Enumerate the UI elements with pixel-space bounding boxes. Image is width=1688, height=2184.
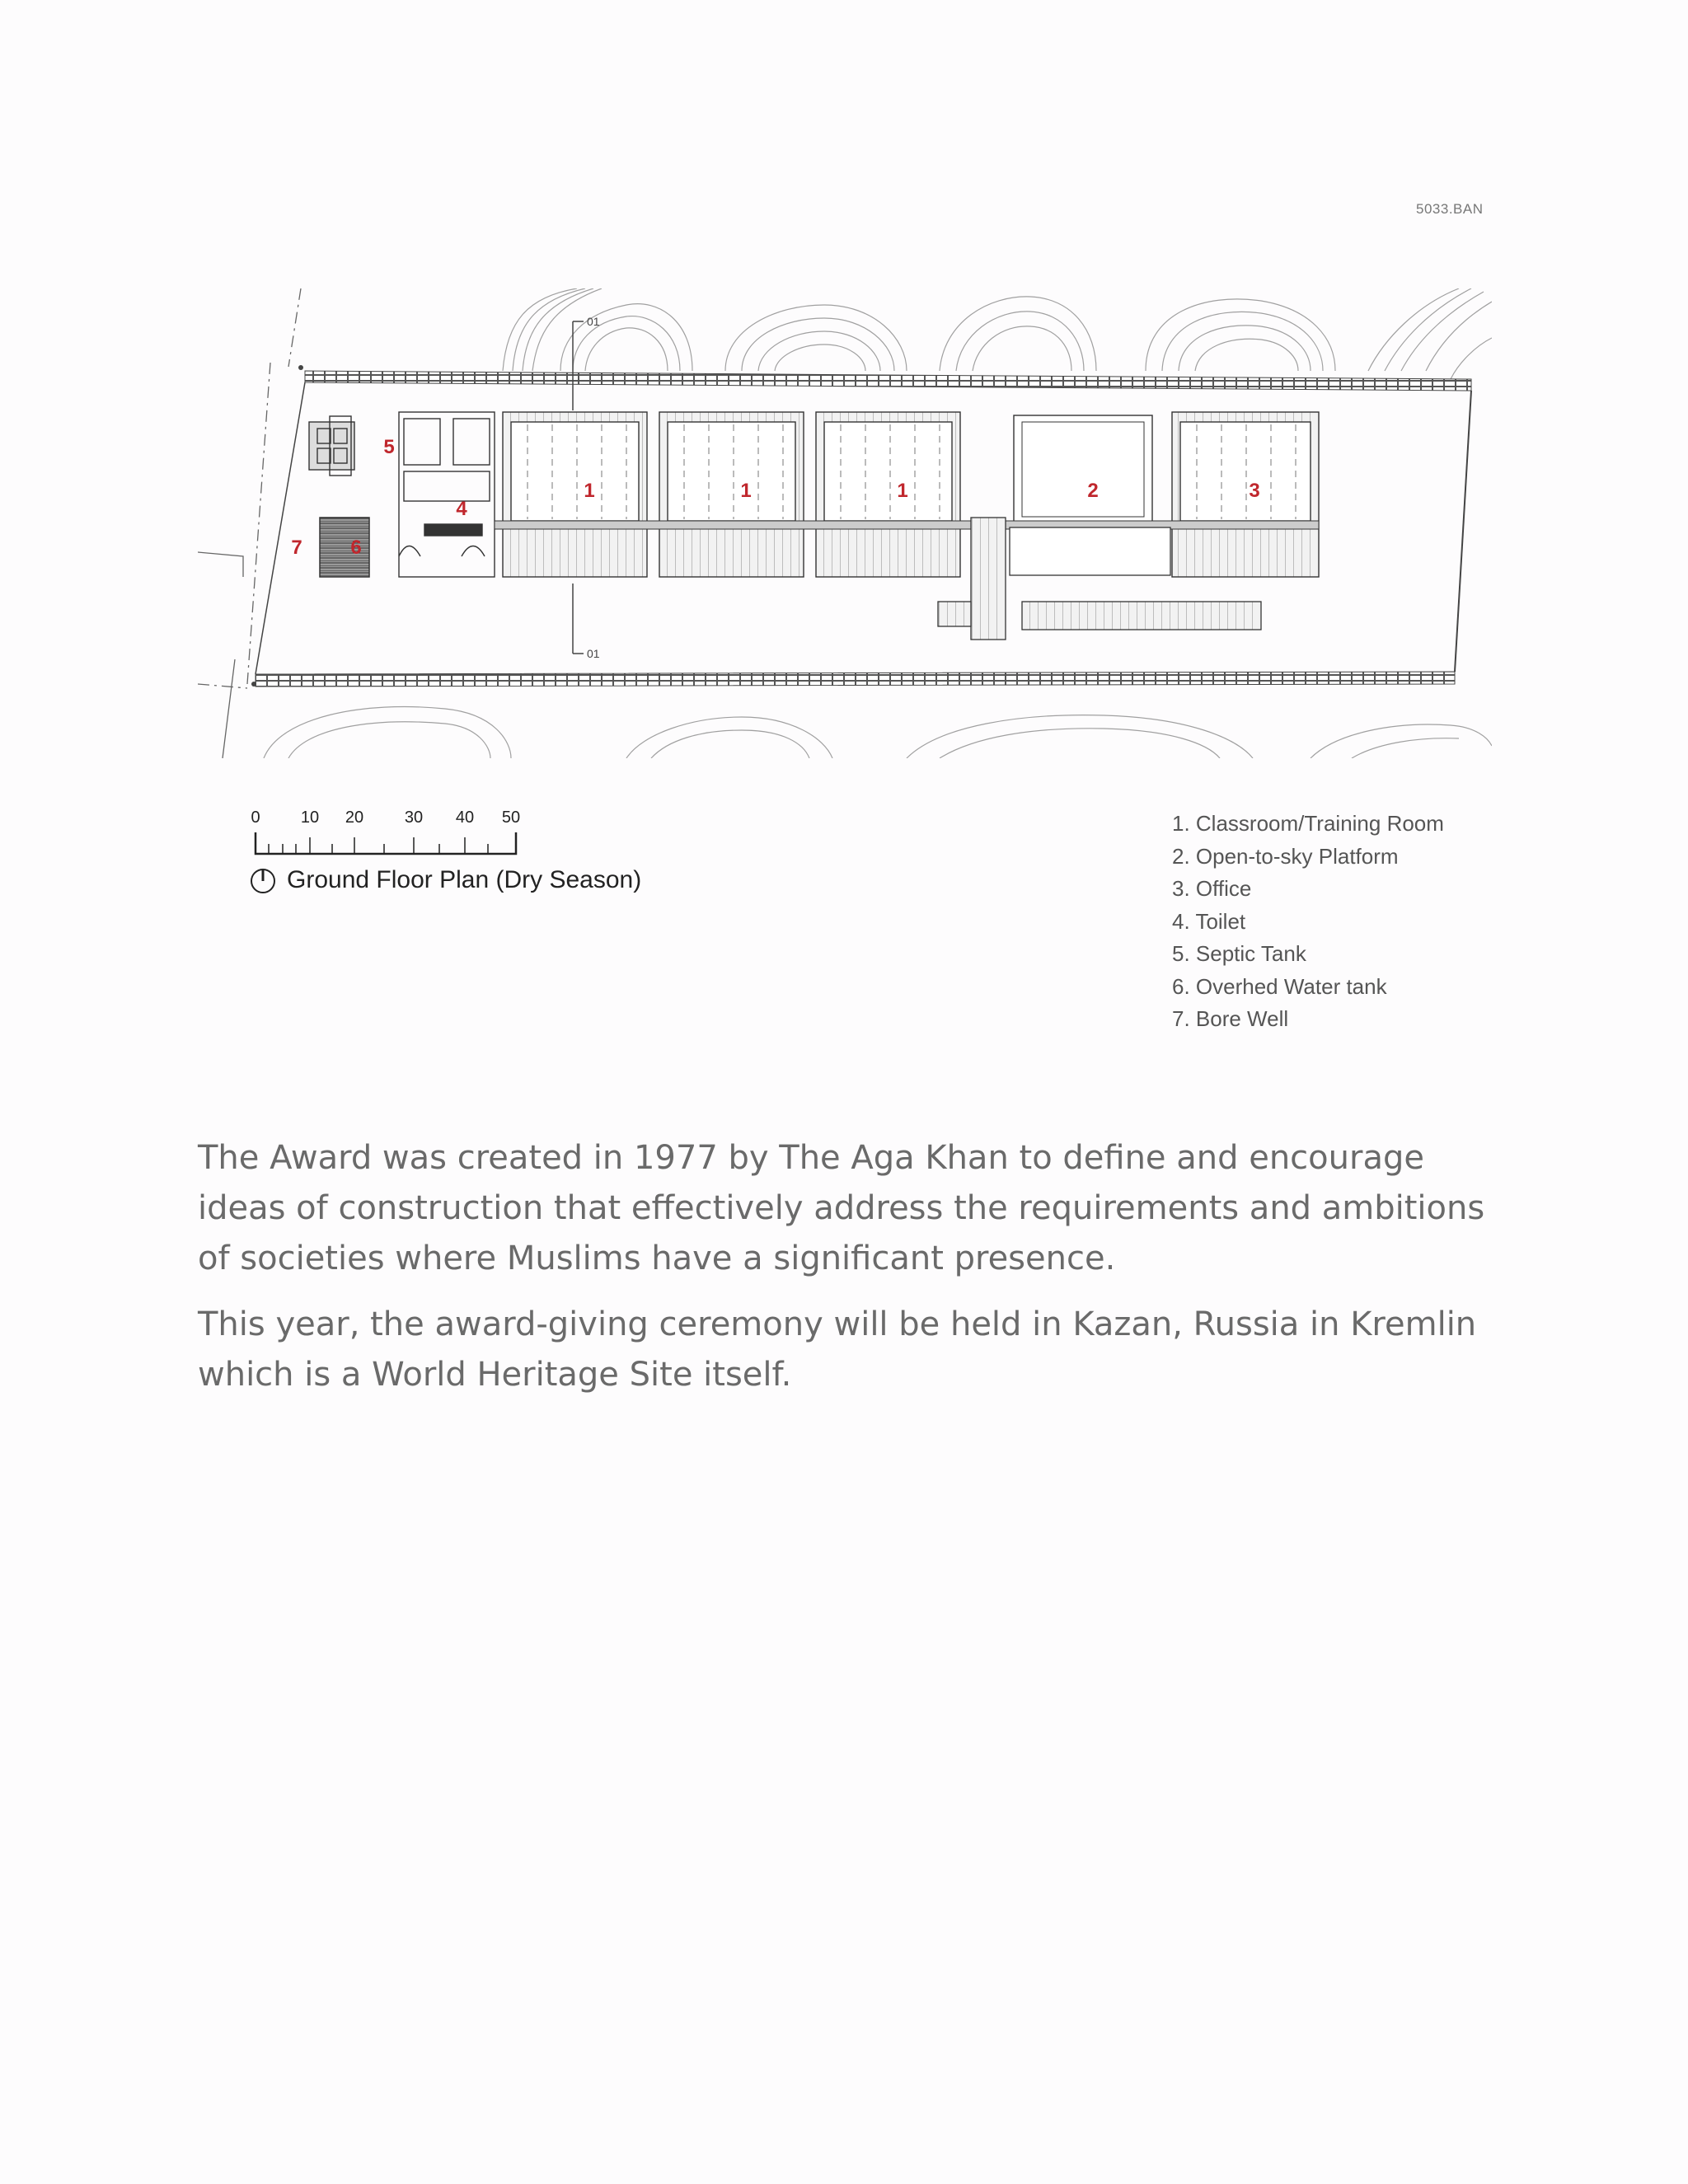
section-mark-bottom: 01 [587,647,600,660]
scale-tick-40: 40 [455,808,475,827]
paragraph-award: The Award was created in 1977 by The Aga Khan to define and encourage ideas of construction that effectively address the requirements and ambitions of societies where Muslims have a significant presence. [198,1139,1485,1277]
scale-bar [244,806,541,864]
scale-tick-0: 0 [251,808,260,827]
legend-item: 3. Office [1172,876,1252,901]
paragraph-ceremony: This year, the award-giving ceremony will be held in Kazan, Russia in Kremlin which is a World Heritage Site itself. [198,1305,1477,1394]
legend-item: 2. Open-to-sky Platform [1172,843,1399,869]
scale-tick-50: 50 [501,808,521,827]
legend-item: 7. Bore Well [1172,1006,1289,1031]
scale-tick-20: 20 [345,808,364,827]
room-label-3: 3 [1249,480,1260,502]
room-label-4: 4 [456,498,467,520]
legend-item: 5. Septic Tank [1172,941,1306,966]
scale-tick-30: 30 [404,808,424,827]
room-label-7: 7 [291,537,302,559]
legend-item: 6. Overhed Water tank [1172,973,1387,999]
north-arrow-icon [249,867,277,895]
room-label-1b: 1 [740,480,752,502]
room-label-1c: 1 [897,480,908,502]
scale-tick-10: 10 [300,808,320,827]
body-text [198,1133,1517,1416]
room-label-1a: 1 [584,480,595,502]
room-label-5: 5 [383,436,395,458]
section-mark-top: 01 [587,315,600,328]
room-label-6: 6 [350,537,362,559]
plan-title: Ground Floor Plan (Dry Season) [287,866,642,893]
plan-legend [1172,808,1444,1036]
legend-item: 4. Toilet [1172,908,1246,934]
document-code: 5033.BAN [1416,201,1484,217]
legend-item: 1. Classroom/Training Room [1172,811,1444,836]
room-label-2: 2 [1087,480,1099,502]
floor-plan-drawing [198,288,1492,758]
